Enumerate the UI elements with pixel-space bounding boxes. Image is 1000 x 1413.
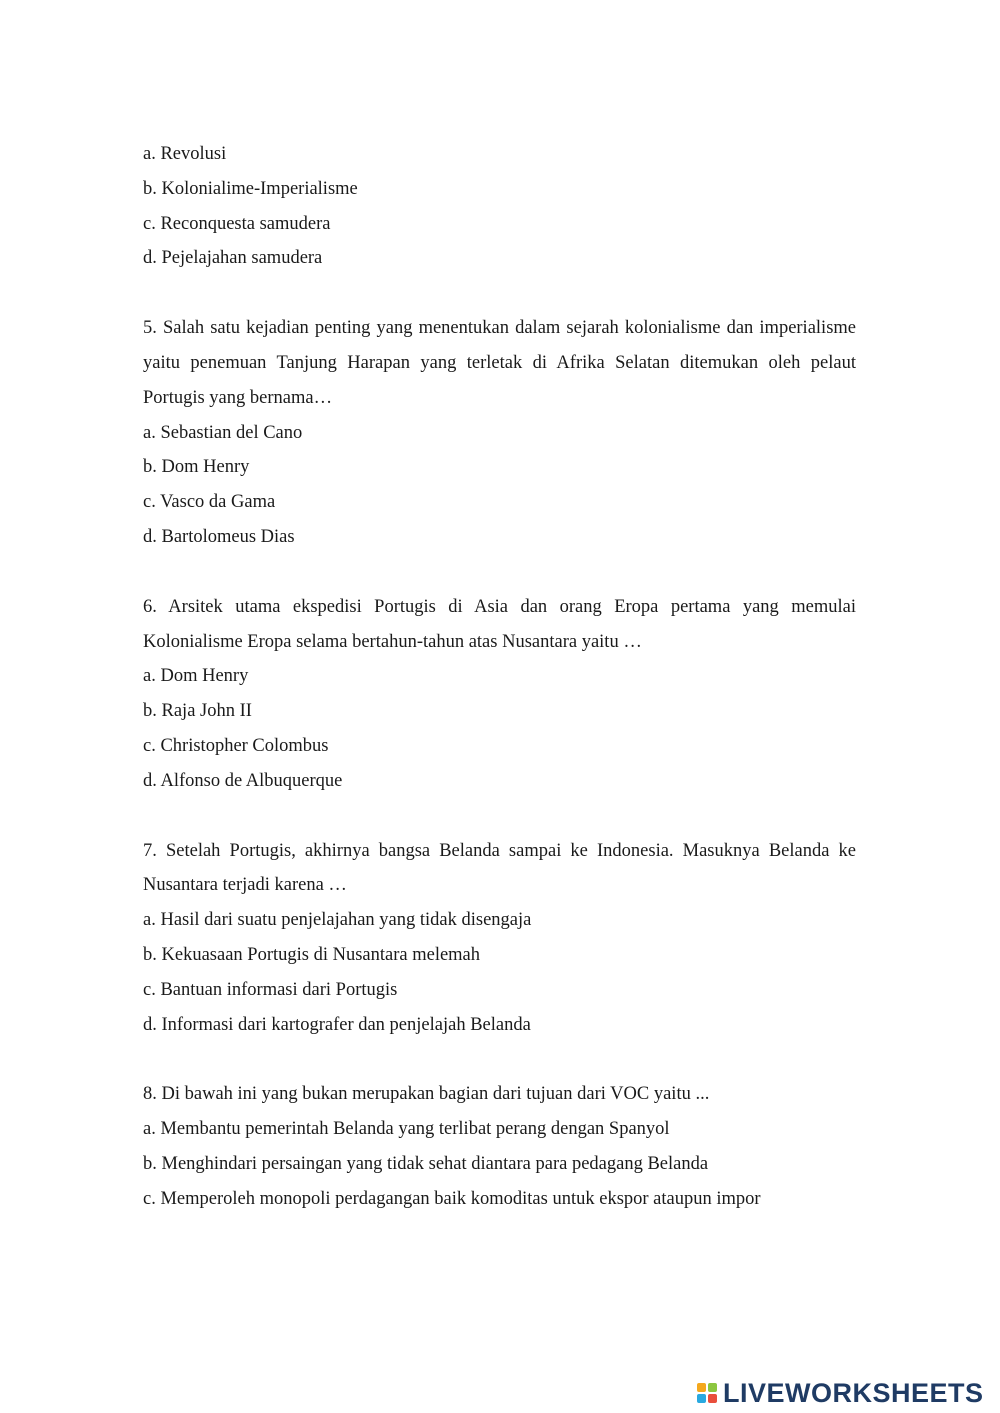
mark-square-1	[697, 1383, 706, 1392]
question-5	[143, 311, 856, 555]
question-8-text: 8. Di bawah ini yang bukan merupakan bagian dari tujuan dari VOC yaitu ...	[143, 1084, 710, 1105]
option-q4-a: a. Revolusi	[143, 144, 227, 164]
mark-square-4	[708, 1394, 717, 1403]
option-q8-a: a. Membantu pemerintah Belanda yang terlibat perang dengan Spanyol	[143, 1119, 670, 1140]
option-q7-c: c. Bantuan informasi dari Portugis	[143, 979, 398, 1000]
liveworksheets-brand: LIVEWORKSHEETS	[723, 1377, 984, 1408]
question-7	[143, 834, 856, 1043]
question-8	[143, 1077, 856, 1216]
liveworksheets-logo[interactable]	[697, 1376, 984, 1410]
option-q4-c: c. Reconquesta samudera	[143, 213, 331, 234]
option-q6-b: b. Raja John II	[143, 701, 252, 722]
option-q6-c: c. Christopher Colombus	[143, 735, 329, 756]
option-q6-a: a. Dom Henry	[143, 666, 249, 687]
worksheet-page	[143, 137, 856, 1217]
option-q4-d: d. Pejelajahan samudera	[143, 248, 323, 269]
option-q7-b: b. Kekuasaan Portugis di Nusantara melemah	[143, 944, 481, 965]
option-q8-c: c. Memperoleh monopoli perdagangan baik komoditas untuk ekspor ataupun impor	[143, 1188, 761, 1209]
option-q5-b: b. Dom Henry	[143, 457, 250, 478]
mark-square-2	[708, 1383, 717, 1392]
option-q4-b: b. Kolonialime-Imperialisme	[143, 178, 358, 199]
question-7-text: 7. Setelah Portugis, akhirnya bangsa Belanda sampai ke Indonesia. Masuknya Belanda ke Nusantara terjadi karena …	[143, 840, 856, 896]
question-6-text: 6. Arsitek utama ekspedisi Portugis di Asia dan orang Eropa pertama yang memulai Kolonialisme Eropa selama bertahun-tahun atas Nusantara yaitu …	[143, 596, 856, 652]
liveworksheets-mark-icon	[697, 1383, 717, 1403]
option-q8-b: b. Menghindari persaingan yang tidak sehat diantara para pedagang Belanda	[143, 1153, 709, 1174]
mark-square-3	[697, 1394, 706, 1403]
question-6	[143, 590, 856, 799]
option-q7-d: d. Informasi dari kartografer dan penjelajah Belanda	[143, 1014, 531, 1035]
option-q5-a: a. Sebastian del Cano	[143, 422, 303, 443]
option-q5-d: d. Bartolomeus Dias	[143, 526, 295, 547]
question-5-text: 5. Salah satu kejadian penting yang menentukan dalam sejarah kolonialisme dan imperialisme yaitu penemuan Tanjung Harapan yang terletak di Afrika Selatan ditemukan oleh pelaut Portugis yang bernama…	[143, 318, 856, 408]
question-4-options	[143, 137, 856, 276]
option-q5-c: c. Vasco da Gama	[143, 492, 276, 513]
option-q6-d: d. Alfonso de Albuquerque	[143, 770, 343, 791]
option-q7-a: a. Hasil dari suatu penjelajahan yang tidak disengaja	[143, 910, 532, 931]
